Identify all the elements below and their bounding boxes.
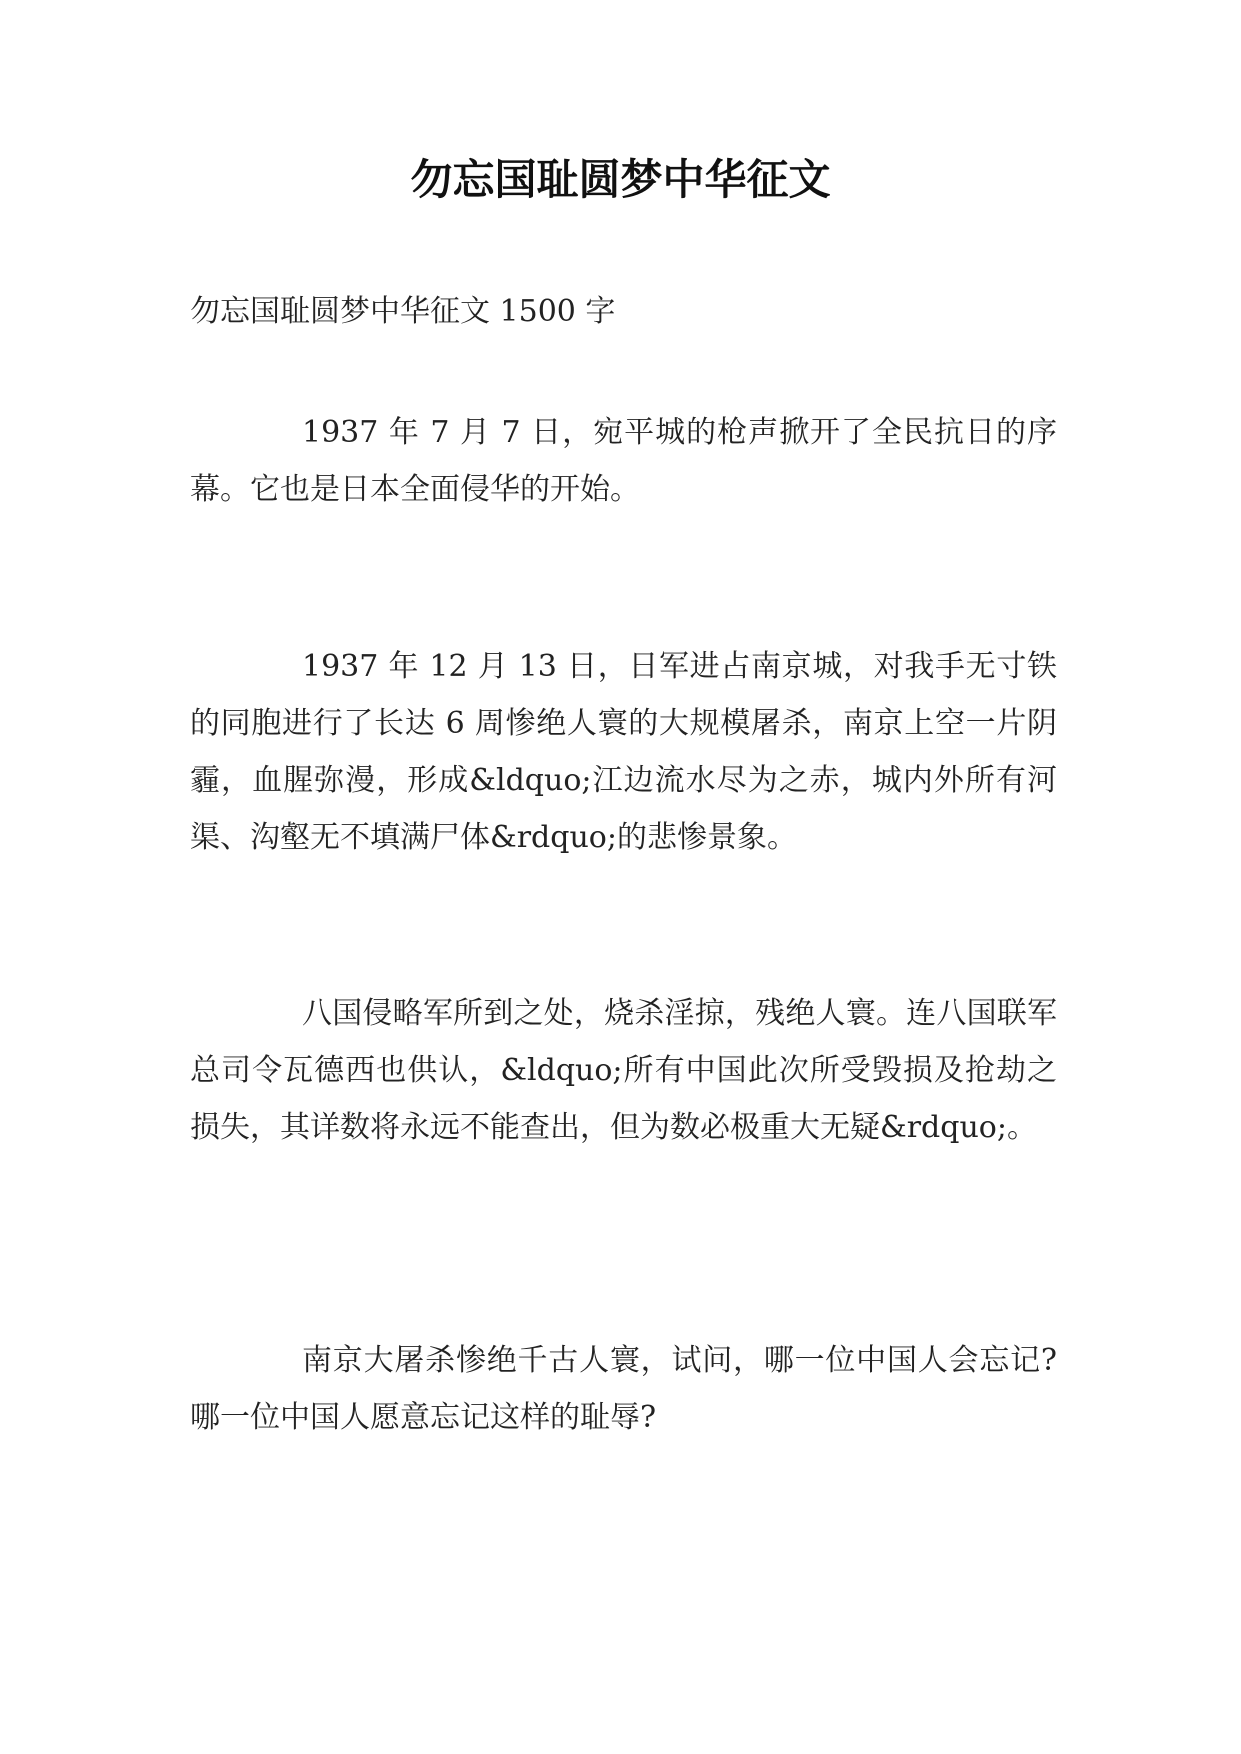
paragraph-1: 1937 年 7 月 7 日，宛平城的枪声掀开了全民抗日的序幕。它也是日本全面侵华的开始。 xyxy=(190,415,1057,507)
paragraph-2: 1937 年 12 月 13 日，日军进占南京城，对我手无寸铁的同胞进行了长达 6 周惨绝人寰的大规模屠杀，南京上空一片阴霾，血腥弥漫，形成&ldquo;江边流水尽为之赤，城内外所有河渠、沟壑无不填满尸体&rdquo;的悲惨景象。 xyxy=(190,649,1057,855)
paragraph-4: 南京大屠杀惨绝千古人寰，试问，哪一位中国人会忘记?哪一位中国人愿意忘记这样的耻辱? xyxy=(190,1343,1057,1435)
paragraph-3: 八国侵略军所到之处，烧杀淫掠，残绝人寰。连八国联军总司令瓦德西也供认，&ldquo;所有中国此次所受毁损及抢劫之损失，其详数将永远不能查出，但为数必极重大无疑&rdquo;。 xyxy=(190,996,1057,1145)
document-title: 勿忘国耻圆梦中华征文 xyxy=(410,155,831,204)
document-subtitle: 勿忘国耻圆梦中华征文 1500 字 xyxy=(190,294,616,329)
